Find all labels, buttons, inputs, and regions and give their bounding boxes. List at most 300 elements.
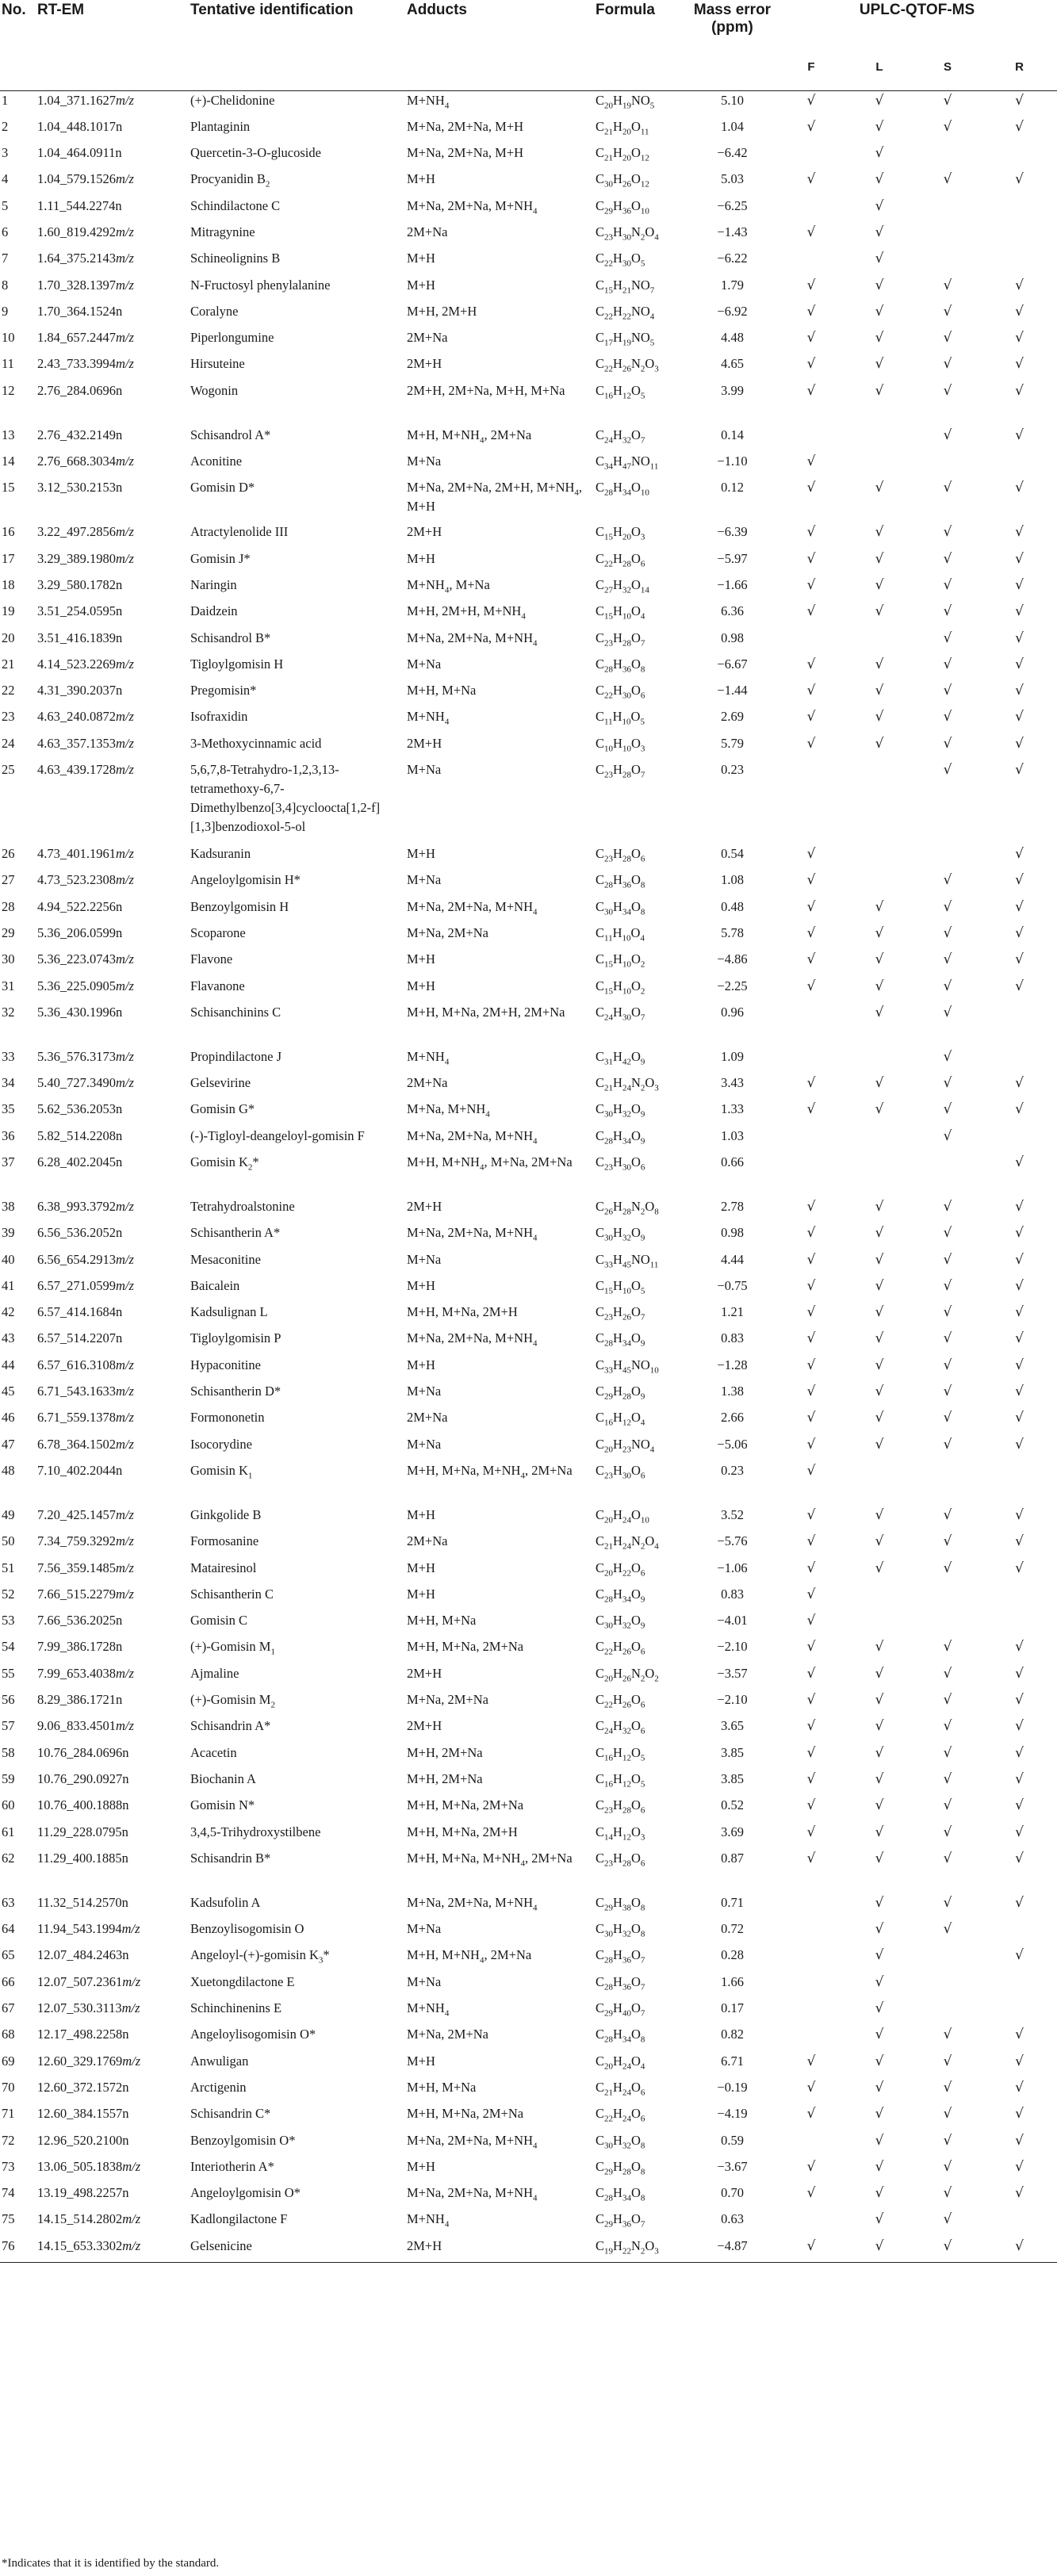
row-check-r: √ bbox=[1015, 1560, 1024, 1576]
row-identification: Xuetongdilactone E bbox=[190, 1973, 295, 1989]
row-no: 52 bbox=[2, 1586, 15, 1602]
table-row bbox=[0, 950, 1057, 976]
row-check-s: √ bbox=[943, 93, 952, 109]
row-check-l: √ bbox=[875, 1973, 884, 1990]
row-adducts: M+H bbox=[407, 2053, 435, 2069]
header-adducts: Adducts bbox=[407, 2, 467, 18]
table-row bbox=[0, 2104, 1057, 2130]
row-rt: 10.76_290.0927n bbox=[37, 1770, 129, 1786]
row-check-s: √ bbox=[943, 1048, 952, 1065]
row-check-f bbox=[777, 2131, 845, 2157]
row-no: 65 bbox=[2, 1947, 15, 1963]
row-check-s: √ bbox=[943, 1330, 952, 1347]
row-check-f: √ bbox=[806, 1330, 816, 1347]
row-adducts: M+H, M+Na, 2M+H bbox=[407, 1304, 518, 1320]
row-mass-error: 5.78 bbox=[721, 924, 744, 940]
row-no: 28 bbox=[2, 898, 15, 914]
row-mass-error: 2.66 bbox=[721, 1410, 744, 1426]
row-identification: Flavanone bbox=[190, 978, 245, 993]
table-row bbox=[0, 1074, 1057, 1100]
table-row bbox=[0, 170, 1057, 196]
row-check-s: √ bbox=[943, 630, 952, 646]
row-mass-error: 0.70 bbox=[721, 2185, 744, 2201]
table-row bbox=[0, 328, 1057, 354]
table-row bbox=[0, 1690, 1057, 1717]
row-check-l: √ bbox=[875, 2132, 884, 2149]
row-identification: Quercetin-3-O-glucoside bbox=[190, 145, 321, 161]
row-check-f: √ bbox=[806, 93, 816, 109]
row-identification: Mitragynine bbox=[190, 224, 255, 239]
row-adducts: M+H bbox=[407, 277, 435, 293]
row-mass-error: −5.97 bbox=[717, 550, 748, 566]
table-row bbox=[0, 1920, 1057, 1946]
row-rt: 6.78_364.1502m/z bbox=[37, 1436, 134, 1452]
row-rt: 6.71_559.1378m/z bbox=[37, 1410, 134, 1426]
row-check-s bbox=[913, 844, 982, 871]
row-identification: Coralyne bbox=[190, 303, 239, 319]
row-check-f bbox=[777, 144, 845, 170]
row-formula: $C_{15}H_{21}NO_7$ bbox=[596, 277, 655, 295]
row-check-s: √ bbox=[943, 356, 952, 373]
row-no: 43 bbox=[2, 1330, 15, 1346]
row-adducts: 2M+H bbox=[407, 1199, 442, 1214]
row-check-s: √ bbox=[943, 524, 952, 541]
table-row bbox=[0, 1127, 1057, 1153]
row-mass-error: −6.42 bbox=[717, 145, 748, 161]
row-no: 11 bbox=[2, 356, 14, 372]
row-check-l: √ bbox=[875, 656, 884, 672]
row-formula: $C_{29}H_{40}O_7$ bbox=[596, 2000, 645, 2019]
row-adducts: M+H bbox=[407, 978, 435, 993]
table-row bbox=[0, 2237, 1057, 2263]
row-check-l: √ bbox=[875, 1770, 884, 1787]
row-identification: Hirsuteine bbox=[190, 356, 245, 372]
row-check-r bbox=[982, 1920, 1057, 1946]
row-check-r: √ bbox=[1015, 1639, 1024, 1655]
row-check-r: √ bbox=[1015, 2158, 1024, 2175]
row-adducts: 2M+Na bbox=[407, 1410, 448, 1426]
row-check-f: √ bbox=[806, 454, 816, 470]
row-rt: 3.12_530.2153n bbox=[37, 480, 123, 496]
row-no: 10 bbox=[2, 330, 15, 346]
row-check-l: √ bbox=[875, 1947, 884, 1964]
row-mass-error: 1.09 bbox=[721, 1048, 744, 1064]
row-identification: Isofraxidin bbox=[190, 709, 248, 725]
row-no: 7 bbox=[2, 251, 9, 266]
row-formula: $C_{28}H_{34}O_{10}$ bbox=[596, 480, 649, 498]
row-adducts: 2M+H bbox=[407, 356, 442, 372]
row-rt: 4.31_390.2037n bbox=[37, 683, 123, 699]
row-check-l: √ bbox=[875, 1075, 884, 1092]
row-identification: Arctigenin bbox=[190, 2079, 247, 2095]
row-check-r: √ bbox=[1015, 2079, 1024, 2096]
row-identification: Tigloylgomisin P bbox=[190, 1330, 281, 1346]
row-check-l: √ bbox=[875, 145, 884, 162]
row-adducts: M+Na, 2M+Na, $M+NH_4$ bbox=[407, 1894, 538, 1913]
row-adducts: M+H, M+Na, $M+NH_4$, 2M+Na bbox=[407, 1850, 573, 1869]
row-adducts: 2M+H, 2M+Na, M+H, M+Na bbox=[407, 382, 565, 398]
row-adducts: $M+NH_4$ bbox=[407, 709, 450, 727]
row-no: 17 bbox=[2, 550, 15, 566]
row-rt: 5.62_536.2053n bbox=[37, 1101, 123, 1117]
row-rt: 7.34_759.3292m/z bbox=[37, 1533, 134, 1549]
row-formula: $C_{30}H_{32}O_9$ bbox=[596, 1613, 645, 1631]
row-check-l bbox=[845, 1585, 913, 1611]
row-check-f: √ bbox=[806, 550, 816, 567]
row-check-f: √ bbox=[806, 1850, 816, 1866]
row-check-f: √ bbox=[806, 1586, 816, 1602]
table-row bbox=[0, 681, 1057, 707]
row-formula: $C_{22}H_{30}O_6$ bbox=[596, 683, 645, 701]
row-adducts: M+Na, 2M+Na, M+H bbox=[407, 118, 524, 134]
row-rt: 11.29_400.1885n bbox=[37, 1850, 128, 1866]
row-check-r bbox=[982, 1611, 1057, 1637]
row-mass-error: −6.39 bbox=[717, 524, 748, 540]
row-check-r: √ bbox=[1015, 1101, 1024, 1118]
row-identification: (+)-Gomisin $M_2$ bbox=[190, 1692, 275, 1710]
row-mass-error: 0.23 bbox=[721, 1462, 744, 1478]
row-rt: 3.22_497.2856m/z bbox=[37, 524, 134, 540]
row-check-f: √ bbox=[806, 1462, 816, 1479]
row-check-s: √ bbox=[943, 1533, 952, 1550]
row-no: 36 bbox=[2, 1127, 15, 1143]
row-check-f: √ bbox=[806, 1199, 816, 1215]
row-rt: 5.36_576.3173m/z bbox=[37, 1048, 134, 1064]
row-check-r bbox=[982, 249, 1057, 275]
table-row bbox=[0, 426, 1057, 452]
row-identification: Biochanin A bbox=[190, 1770, 256, 1786]
row-mass-error: 3.85 bbox=[721, 1770, 744, 1786]
row-formula: $C_{29}H_{28}O_9$ bbox=[596, 1384, 645, 1402]
row-identification: Kadsufolin A bbox=[190, 1894, 261, 1910]
row-identification: Propindilactone J bbox=[190, 1048, 282, 1064]
row-check-r: √ bbox=[1015, 709, 1024, 725]
row-mass-error: −1.66 bbox=[717, 576, 748, 592]
row-check-f bbox=[777, 426, 845, 452]
row-check-r bbox=[982, 1003, 1057, 1047]
row-identification: Kadlongilactone F bbox=[190, 2211, 288, 2227]
row-mass-error: 3.65 bbox=[721, 1718, 744, 1734]
row-formula: $C_{22}H_{30}O_5$ bbox=[596, 251, 645, 269]
row-check-r: √ bbox=[1015, 1506, 1024, 1523]
row-formula: $C_{28}H_{36}O_7$ bbox=[596, 1973, 645, 1992]
row-mass-error: −4.19 bbox=[717, 2106, 748, 2122]
row-adducts: M+Na bbox=[407, 762, 442, 778]
row-rt: 2.76_432.2149n bbox=[37, 427, 123, 442]
row-check-r: √ bbox=[1015, 277, 1024, 293]
row-check-f bbox=[777, 1999, 845, 2025]
row-adducts: M+Na, 2M+Na, $M+NH_4$ bbox=[407, 197, 538, 216]
row-identification: Gomisin J* bbox=[190, 550, 251, 566]
table-row bbox=[0, 576, 1057, 602]
row-mass-error: −6.92 bbox=[717, 303, 748, 319]
row-check-s: √ bbox=[943, 872, 952, 889]
row-check-s bbox=[913, 249, 982, 275]
row-mass-error: 0.52 bbox=[721, 1797, 744, 1813]
row-check-s bbox=[913, 1461, 982, 1506]
row-mass-error: 3.85 bbox=[721, 1744, 744, 1760]
row-formula: $C_{14}H_{12}O_3$ bbox=[596, 1824, 645, 1842]
row-identification: Schisantherin A* bbox=[190, 1225, 281, 1241]
row-rt: 5.36_223.0743m/z bbox=[37, 951, 134, 967]
table-row bbox=[0, 871, 1057, 897]
row-check-s: √ bbox=[943, 1004, 952, 1020]
row-mass-error: −6.67 bbox=[717, 656, 748, 672]
row-formula: $C_{21}H_{20}O_{11}$ bbox=[596, 118, 649, 137]
row-check-s: √ bbox=[943, 1894, 952, 1911]
row-check-l: √ bbox=[875, 1251, 884, 1268]
row-check-r: √ bbox=[1015, 550, 1024, 567]
row-check-l: √ bbox=[875, 709, 884, 725]
row-rt: 13.19_498.2257n bbox=[37, 2185, 129, 2201]
row-identification: 3-Methoxycinnamic acid bbox=[190, 735, 322, 751]
row-mass-error: 1.66 bbox=[721, 1973, 744, 1989]
row-no: 8 bbox=[2, 277, 9, 293]
row-formula: $C_{28}H_{36}O_7$ bbox=[596, 1947, 645, 1965]
row-rt: 4.73_401.1961m/z bbox=[37, 846, 134, 862]
row-identification: Pregomisin* bbox=[190, 683, 257, 699]
row-identification: Naringin bbox=[190, 576, 237, 592]
table-row bbox=[0, 1849, 1057, 1893]
row-formula: $C_{17}H_{19}NO_5$ bbox=[596, 330, 655, 348]
row-formula: $C_{34}H_{47}NO_{11}$ bbox=[596, 454, 659, 472]
row-mass-error: −5.76 bbox=[717, 1533, 748, 1549]
row-no: 12 bbox=[2, 382, 15, 398]
row-formula: $C_{20}H_{26}N_2O_2$ bbox=[596, 1665, 659, 1684]
row-no: 38 bbox=[2, 1199, 15, 1214]
row-mass-error: 4.65 bbox=[721, 356, 744, 372]
row-mass-error: −5.06 bbox=[717, 1436, 748, 1452]
row-check-r: √ bbox=[1015, 735, 1024, 752]
table-row bbox=[0, 1946, 1057, 1972]
row-check-r bbox=[982, 1127, 1057, 1153]
row-check-r: √ bbox=[1015, 480, 1024, 496]
row-formula: $C_{28}H_{36}O_8$ bbox=[596, 872, 645, 890]
row-formula: $C_{23}H_{28}O_6$ bbox=[596, 1797, 645, 1816]
row-identification: (+)-Gomisin $M_1$ bbox=[190, 1639, 275, 1657]
row-no: 73 bbox=[2, 2158, 15, 2174]
row-check-f: √ bbox=[806, 171, 816, 188]
row-check-r bbox=[982, 144, 1057, 170]
row-formula: $C_{22}H_{26}N_2O_3$ bbox=[596, 356, 659, 374]
row-rt: 7.99_386.1728n bbox=[37, 1639, 123, 1655]
row-check-l: √ bbox=[845, 2237, 913, 2263]
row-no: 45 bbox=[2, 1384, 15, 1399]
table-row bbox=[0, 655, 1057, 681]
row-formula: $C_{30}H_{32}O_8$ bbox=[596, 1921, 645, 1939]
row-no: 55 bbox=[2, 1665, 15, 1681]
row-check-l: √ bbox=[875, 2000, 884, 2017]
row-check-r bbox=[982, 452, 1057, 478]
header-no: No. bbox=[2, 2, 26, 18]
row-check-l bbox=[845, 1611, 913, 1637]
row-mass-error: 1.38 bbox=[721, 1384, 744, 1399]
row-no: 68 bbox=[2, 2027, 15, 2042]
row-formula: $C_{30}H_{32}O_8$ bbox=[596, 2132, 645, 2150]
row-no: 6 bbox=[2, 224, 9, 239]
row-check-r: √ bbox=[1015, 1384, 1024, 1400]
row-no: 15 bbox=[2, 480, 15, 496]
row-no: 1 bbox=[2, 93, 9, 108]
row-check-f: √ bbox=[806, 356, 816, 373]
row-rt: 1.64_375.2143m/z bbox=[37, 251, 134, 266]
row-mass-error: −1.28 bbox=[717, 1357, 748, 1372]
row-check-s: √ bbox=[943, 2132, 952, 2149]
row-no: 64 bbox=[2, 1921, 15, 1937]
row-identification: Aconitine bbox=[190, 454, 243, 469]
row-adducts: 2M+Na bbox=[407, 330, 448, 346]
table-row bbox=[0, 522, 1057, 549]
row-check-s bbox=[913, 1153, 982, 1197]
row-check-l bbox=[845, 1127, 913, 1153]
row-mass-error: 0.82 bbox=[721, 2027, 744, 2042]
row-identification: Scoparone bbox=[190, 924, 246, 940]
row-check-f: √ bbox=[806, 1692, 816, 1709]
row-check-l: √ bbox=[875, 1665, 884, 1682]
row-check-s: √ bbox=[943, 1410, 952, 1426]
row-rt: 6.57_514.2207n bbox=[37, 1330, 123, 1346]
row-rt: 12.60_384.1557n bbox=[37, 2106, 129, 2122]
row-check-f bbox=[777, 760, 845, 844]
row-check-r: √ bbox=[1015, 2132, 1024, 2149]
row-check-r: √ bbox=[1015, 1692, 1024, 1709]
table-row bbox=[0, 1223, 1057, 1250]
row-identification: Flavone bbox=[190, 951, 233, 967]
row-rt: 7.56_359.1485m/z bbox=[37, 1560, 134, 1575]
row-check-s: √ bbox=[943, 735, 952, 752]
row-check-r: √ bbox=[1015, 1770, 1024, 1787]
row-check-r: √ bbox=[1015, 356, 1024, 373]
row-check-s: √ bbox=[943, 924, 952, 941]
row-check-s bbox=[913, 1973, 982, 1999]
table-row bbox=[0, 549, 1057, 576]
row-rt: 1.70_364.1524n bbox=[37, 303, 123, 319]
row-identification: Angeloyl-(+)-gomisin $K_3*$ bbox=[190, 1947, 330, 1965]
table-row bbox=[0, 707, 1057, 733]
row-adducts: 2M+Na bbox=[407, 1075, 448, 1091]
row-check-l: √ bbox=[875, 924, 884, 941]
row-check-l: √ bbox=[875, 1199, 884, 1215]
row-check-l: √ bbox=[875, 1797, 884, 1814]
row-check-s: √ bbox=[943, 1639, 952, 1655]
row-adducts: 2M+H bbox=[407, 1718, 442, 1734]
row-adducts: M+Na bbox=[407, 1921, 442, 1937]
row-check-r: √ bbox=[1015, 846, 1024, 863]
row-rt: 11.29_228.0795n bbox=[37, 1824, 128, 1839]
row-check-s: √ bbox=[943, 550, 952, 567]
row-check-s: √ bbox=[943, 1506, 952, 1523]
footnote: *Indicates that it is identified by the standard. bbox=[2, 2557, 220, 2570]
row-check-r: √ bbox=[1015, 382, 1024, 399]
row-check-f: √ bbox=[806, 2106, 816, 2122]
row-identification: Gomisin C bbox=[190, 1613, 247, 1629]
row-mass-error: 1.79 bbox=[721, 277, 744, 293]
row-formula: $C_{15}H_{10}O_5$ bbox=[596, 1277, 645, 1296]
row-check-r bbox=[982, 223, 1057, 249]
row-no: 18 bbox=[2, 576, 15, 592]
table-header bbox=[0, 0, 1057, 91]
row-identification: 3,4,5-Trihydroxystilbene bbox=[190, 1824, 321, 1839]
table-row bbox=[0, 223, 1057, 249]
row-rt: 6.57_414.1684n bbox=[37, 1304, 123, 1320]
row-check-l bbox=[845, 760, 913, 844]
row-check-s: √ bbox=[943, 2053, 952, 2069]
row-adducts: 2M+Na bbox=[407, 1533, 448, 1549]
row-adducts: M+H, 2M+H bbox=[407, 303, 477, 319]
row-check-l: √ bbox=[875, 1304, 884, 1321]
row-adducts: $M+NH_4$, M+Na bbox=[407, 576, 490, 595]
row-check-f: √ bbox=[777, 2237, 845, 2263]
row-formula: $C_{22}H_{26}O_6$ bbox=[596, 1639, 645, 1657]
row-rt: 11.94_543.1994m/z bbox=[37, 1921, 140, 1937]
row-check-r: √ bbox=[1015, 656, 1024, 672]
row-check-s: √ bbox=[943, 1075, 952, 1092]
row-identification: Angeloylgomisin H* bbox=[190, 872, 301, 888]
row-identification: Gomisin G* bbox=[190, 1101, 255, 1117]
row-formula: $C_{24}H_{32}O_6$ bbox=[596, 1718, 645, 1736]
row-rt: 1.04_464.0911n bbox=[37, 145, 122, 161]
row-check-s: √ bbox=[943, 171, 952, 188]
row-adducts: M+Na, 2M+Na bbox=[407, 1692, 488, 1708]
row-no: 27 bbox=[2, 872, 15, 888]
table-row bbox=[0, 2184, 1057, 2210]
header-uplc: UPLC-QTOF-MS bbox=[859, 2, 975, 18]
row-mass-error: 3.43 bbox=[721, 1075, 744, 1091]
row-identification: Kadsuranin bbox=[190, 846, 251, 862]
row-check-r: √ bbox=[1015, 330, 1024, 346]
row-no: 58 bbox=[2, 1744, 15, 1760]
row-rt: 7.10_402.2044n bbox=[37, 1462, 123, 1478]
row-check-s: √ bbox=[943, 1744, 952, 1761]
row-adducts: 2M+H bbox=[407, 1665, 442, 1681]
table-row bbox=[0, 1717, 1057, 1743]
row-identification: Gelsevirine bbox=[190, 1075, 251, 1091]
row-rt: 3.29_389.1980m/z bbox=[37, 550, 134, 566]
row-check-s: √ bbox=[943, 683, 952, 699]
row-no: 48 bbox=[2, 1462, 15, 1478]
row-formula: $C_{21}H_{24}O_6$ bbox=[596, 2079, 645, 2098]
row-check-f: √ bbox=[806, 2079, 816, 2096]
row-mass-error: 0.98 bbox=[721, 1225, 744, 1241]
row-rt: 7.66_515.2279m/z bbox=[37, 1586, 134, 1602]
row-identification: Tetrahydroalstonine bbox=[190, 1199, 295, 1214]
row-check-l: √ bbox=[875, 382, 884, 399]
row-check-s: √ bbox=[943, 303, 952, 320]
row-formula: $C_{24}H_{30}O_7$ bbox=[596, 1004, 645, 1023]
row-check-s: √ bbox=[943, 898, 952, 915]
row-check-l: √ bbox=[875, 1004, 884, 1020]
row-rt: 1.11_544.2274n bbox=[37, 197, 122, 213]
row-check-f: √ bbox=[806, 924, 816, 941]
row-identification: Anwuligan bbox=[190, 2053, 249, 2069]
row-check-l: √ bbox=[875, 1506, 884, 1523]
row-formula: $C_{28}H_{34}O_8$ bbox=[596, 2185, 645, 2203]
row-check-f: √ bbox=[806, 382, 816, 399]
row-formula: $C_{20}H_{23}NO_4$ bbox=[596, 1436, 655, 1454]
row-check-l: √ bbox=[875, 1101, 884, 1118]
row-mass-error: 0.83 bbox=[721, 1330, 744, 1346]
row-no: 4 bbox=[2, 171, 9, 187]
row-check-l: √ bbox=[875, 2211, 884, 2228]
row-formula: $C_{15}H_{10}O_2$ bbox=[596, 951, 645, 970]
row-check-l: √ bbox=[875, 1744, 884, 1761]
row-mass-error: 0.63 bbox=[721, 2211, 744, 2227]
row-check-l: √ bbox=[875, 576, 884, 593]
row-adducts: 2M+H bbox=[407, 735, 442, 751]
row-check-l: √ bbox=[875, 1639, 884, 1655]
row-formula: $C_{19}H_{22}N_2O_3$ bbox=[596, 2237, 687, 2263]
row-check-l: √ bbox=[875, 2158, 884, 2175]
